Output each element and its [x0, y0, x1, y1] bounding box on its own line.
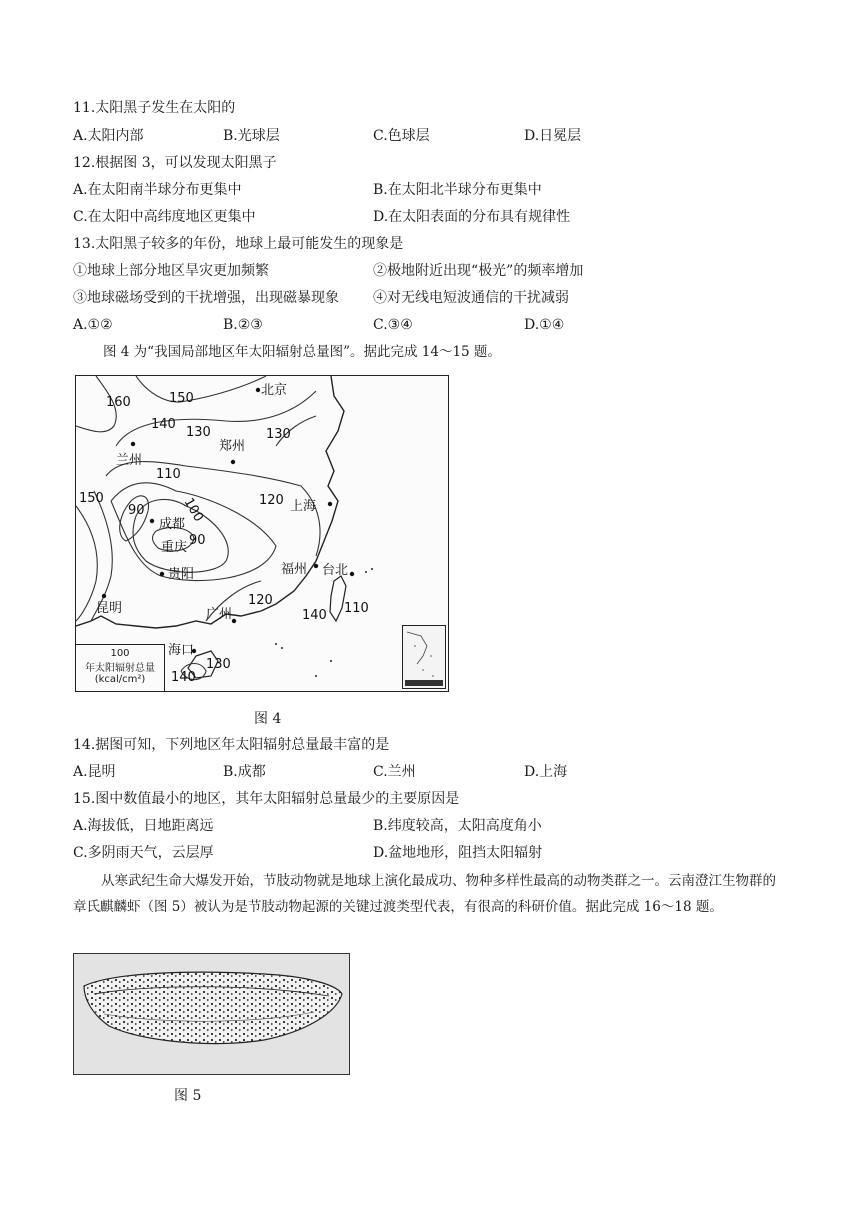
q13-option-d[interactable]: D.①④ [524, 317, 565, 333]
city-kunming: 昆明 [96, 601, 123, 616]
inset-svg [403, 626, 445, 688]
fossil-svg [74, 954, 349, 1074]
q12-option-c[interactable]: C.在太阳中高纬度地区更集中 [73, 209, 256, 225]
contour-label-140-taiwan: 140 [302, 608, 327, 623]
contour-label-110-taiwan: 110 [344, 601, 369, 616]
fossil-body [84, 972, 342, 1043]
question-14-stem: 14.据图可知，下列地区年太阳辐射总量最丰富的是 [73, 737, 390, 753]
q15-option-d[interactable]: D.盆地地形，阻挡太阳辐射 [373, 845, 543, 861]
q13-item-4: ④对无线电短波通信的干扰减弱 [373, 290, 569, 306]
q12-option-a[interactable]: A.在太阳南半球分布更集中 [73, 182, 242, 198]
city-beijing: 北京 [261, 383, 288, 398]
fossil-photo [73, 953, 350, 1075]
q12-option-d[interactable]: D.在太阳表面的分布具有规律性 [373, 209, 571, 225]
contour-label-100: 100 [180, 495, 206, 525]
contour-label-150-west: 150 [79, 491, 104, 506]
map-legend [76, 644, 165, 692]
q14-option-b[interactable]: B.成都 [223, 764, 266, 780]
city-chengdu: 成都 [159, 517, 186, 532]
fig5-intro: 从寒武纪生命大爆发开始，节肢动物就是地球上演化最成功、物种多样性最高的动物类群之一。云南澄江生物群的章氏麒麟虾（图 5）被认为是节肢动物起源的关键过渡类型代表，有很高的科研价值。据此完成 16～18 题。 [73, 873, 776, 915]
contour-label-150: 150 [169, 391, 194, 406]
q13-item-3: ③地球磁场受到的干扰增强，出现磁暴现象 [73, 290, 339, 306]
city-shanghai: 上海 [290, 499, 317, 514]
q13-item-1: ①地球上部分地区旱灾更加频繁 [73, 263, 269, 279]
q11-option-a[interactable]: A.太阳内部 [73, 128, 144, 144]
q11-option-c[interactable]: C.色球层 [373, 128, 430, 144]
contour-label-120-south: 120 [248, 593, 273, 608]
contour-label-160: 160 [106, 395, 131, 410]
q13-option-b[interactable]: B.②③ [223, 317, 263, 333]
south-china-sea-inset [402, 625, 446, 689]
q14-option-d[interactable]: D.上海 [524, 764, 568, 780]
q15-option-a[interactable]: A.海拔低，日地距离远 [73, 818, 214, 834]
legend-title: 年太阳辐射总量 [85, 663, 155, 674]
question-15-stem: 15.图中数值最小的地区，其年太阳辐射总量最少的主要原因是 [73, 791, 460, 807]
question-11-stem: 11.太阳黑子发生在太阳的 [73, 100, 236, 116]
contour-label-130-a: 130 [186, 425, 211, 440]
contour-label-90-b: 90 [189, 533, 206, 548]
q14-option-c[interactable]: C.兰州 [373, 764, 416, 780]
city-haikou: 海口 [168, 643, 195, 658]
question-13-stem: 13.太阳黑子较多的年份，地球上最可能发生的现象是 [73, 236, 404, 252]
city-guangzhou: 广州 [206, 607, 233, 622]
contour-label-140-hainan: 140 [171, 670, 196, 685]
contour-150 [136, 376, 266, 402]
q11-option-b[interactable]: B.光球层 [223, 128, 280, 144]
question-12-stem: 12.根据图 3，可以发现太阳黑子 [73, 155, 277, 171]
fig4-caption: 图 4 [254, 711, 282, 727]
fig4-intro: 图 4 为“我国局部地区年太阳辐射总量图”。据此完成 14～15 题。 [103, 344, 501, 360]
fig5-caption: 图 5 [174, 1088, 202, 1104]
solar-radiation-map [75, 375, 449, 692]
contour-label-140: 140 [151, 417, 176, 432]
contour-label-130-b: 130 [266, 427, 291, 442]
q13-option-a[interactable]: A.①② [73, 317, 113, 333]
contour-label-130-hainan: 130 [206, 657, 231, 672]
q15-option-b[interactable]: B.纬度较高，太阳高度角小 [373, 818, 542, 834]
q11-option-d[interactable]: D.日冕层 [524, 128, 582, 144]
contour-100 [133, 499, 228, 572]
city-zhengzhou: 郑州 [219, 439, 246, 454]
contour-label-90-a: 90 [128, 503, 145, 518]
q14-option-a[interactable]: A.昆明 [73, 764, 116, 780]
contour-label-120: 120 [259, 493, 284, 508]
q13-option-c[interactable]: C.③④ [373, 317, 413, 333]
city-fuzhou: 福州 [281, 562, 308, 577]
q13-item-2: ②极地附近出现“极光”的频率增加 [373, 263, 584, 279]
contour-150-west [76, 506, 97, 621]
city-lanzhou: 兰州 [116, 453, 143, 468]
city-chongqing: 重庆 [161, 540, 188, 555]
q15-option-c[interactable]: C.多阴雨天气，云层厚 [73, 845, 214, 861]
legend-unit: (kcal/cm²) [94, 674, 146, 685]
city-taibei: 台北 [322, 563, 349, 578]
contour-label-110: 110 [156, 467, 181, 482]
q12-option-b[interactable]: B.在太阳北半球分布更集中 [373, 182, 542, 198]
legend-value: 100 [110, 648, 130, 659]
city-guiyang: 贵阳 [168, 567, 195, 582]
